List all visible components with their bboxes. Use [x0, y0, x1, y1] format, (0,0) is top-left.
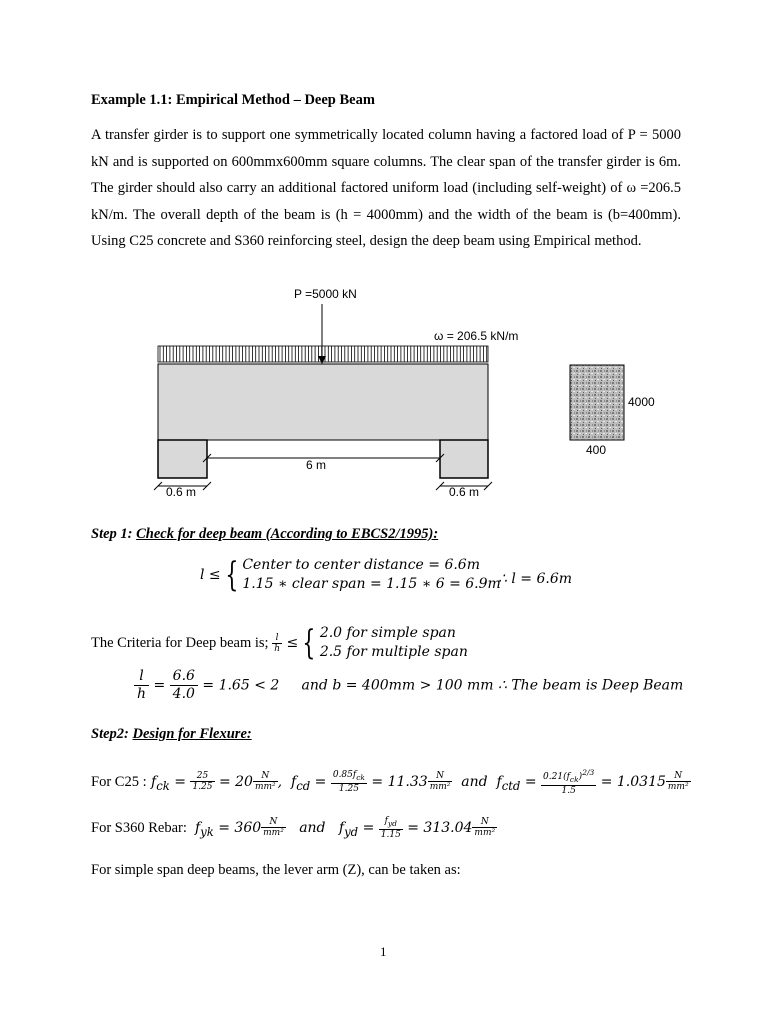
example-title: Example 1.1: Empirical Method – Deep Beam: [91, 92, 375, 108]
lever-arm-text: For simple span deep beams, the lever arm (Z), can be taken as:: [91, 862, 461, 878]
section-depth-label: 4000: [628, 395, 655, 409]
c25-properties: For C25 : $f_{ck}$ = $\frac{25}{1.25}$ = 20 $\frac{N}{\text{mm²}}$ , $f_{cd}$ = $\frac{0.85f_{ck}}{1.25}$ = 11.33 $\frac{N}{\text{mm²}}$ and $f_{ctd}$ = $\frac{0.21(f_{ck})^{2/3}}{1.5}$ = 1.0315 $\frac{N}{\text{mm²}}$: [91, 768, 689, 796]
support-right: [440, 440, 488, 478]
s360-properties: For S360 Rebar: $f_{yk} = 360$ $\frac{N}{\text{mm²}}$ and $f_{yd}$ = $\frac{f_{yd}}{1.15}$ = 313.04 $\frac{N}{\text{mm²}}$: [91, 816, 496, 840]
support-left-label: 0.6 m: [166, 485, 197, 499]
problem-statement: A transfer girder is to support one symmetrically located column having a factored load of P = 5000 kN and is supported on 600mmx600mm square columns. The clear span of the transfer girder is 6m. The girder should also carry an additional factored uniform load (including self-weight) of ω =206.5 kN/m. The overall depth of the beam is (h = 4000mm) and the width of the beam is (b=400mm). Using C25 concrete and S360 reinforcing steel, design the deep beam using Empirical method.: [91, 127, 681, 249]
cross-section: [570, 365, 624, 440]
step1-heading: Step 1: Check for deep beam (According to EBCS2/1995):: [91, 526, 439, 542]
support-right-label: 0.6 m: [449, 485, 480, 499]
udl-label: ω = 206.5 kN/m: [434, 329, 519, 343]
clear-span-label: 6 m: [306, 458, 327, 472]
point-load-label: P =5000 kN: [294, 287, 357, 301]
step2-heading: Step2: Design for Flexure:: [91, 726, 252, 742]
criteria-text: The Criteria for Deep beam is; $\frac{l}{h}$ ≤ { 2.0 for simple span 2.5 for multiple span: [91, 623, 468, 663]
effective-span-result: ∴ l = 6.6m: [498, 571, 573, 587]
support-left: [158, 440, 207, 478]
section-width-label: 400: [586, 443, 607, 457]
page-number: 1: [380, 944, 387, 959]
effective-span-equation: l ≤ { Center to center distance = 6.6m 1.15 ∗ clear span = 1.15 ∗ 6 = 6.9m: [200, 555, 501, 595]
deep-beam: [158, 364, 488, 440]
span-depth-ratio: $\frac{l}{h}$ = $\frac{6.6}{4.0}$ = 1.65 < 2 and b = 400mm > 100 mm ∴ The beam is Deep Beam: [134, 668, 683, 703]
